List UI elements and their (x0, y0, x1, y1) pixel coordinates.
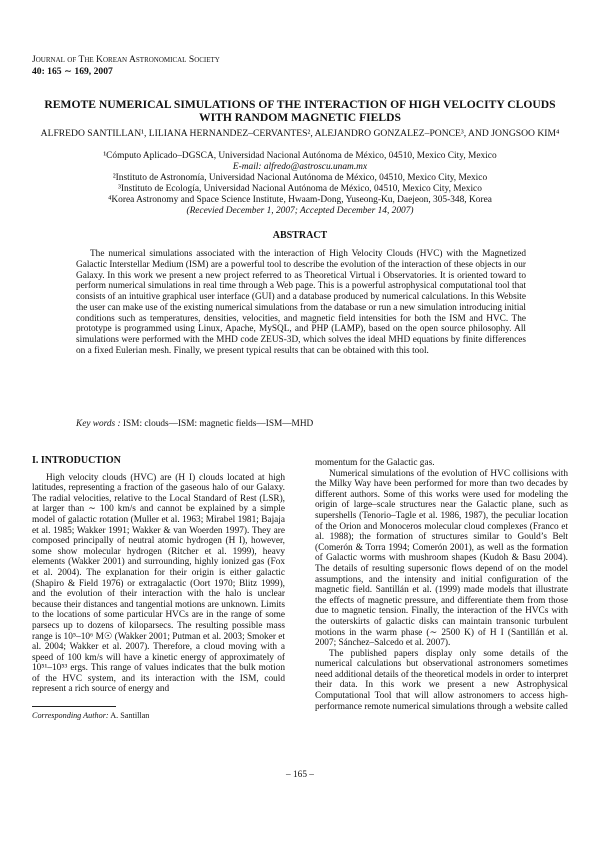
intro-paragraph-1: High velocity clouds (HVC) are (H I) clouds located at high latitudes, representing a fraction of the gaseous halo of our Galaxy. The radial velocities, relative to the Local Standard of Rest (LSR), at larger than ∼ 100 km/s and cannot be explained by a simple model of galactic rotation (Muller et al. 1963; Mirabel 1981; Bajaja et al. 1985; Wakker 1991; Wakker & van Woerden 1997). They are composed principally of neutral atomic hydrogen (H I), however, some show molecular hydrogen (Ritcher et al. 1999), heavy elements (Wakker 2001) and surrounding, highly ionized gas (Fox et al. 2004). The explanation for their origin is either galactic (Shapiro & Field 1976) or extragalactic (Oort 1970; Blitz 1999), and the evolution of their interaction with the halo is unclear because their distances and tangential motions are unknown. Limits to the locations of some particular HVCs are in the range of some parsecs up to dozens of kiloparsecs. The resulting possible mass range is 10⁵–10⁶ M☉ (Wakker 2001; Putman et al. 2003; Smoker et al. 2004; Wakker et al. 2007). Therefore, a cloud moving with a speed of 100 km/s will have a kinetic energy of approximately of 10⁵¹–10⁵³ ergs. This range of values indicates that the bulk motion of the HVC system, and its interaction with the ISM, could represent a rich source of energy and (32, 472, 285, 695)
section-heading-introduction: I. INTRODUCTION (32, 455, 121, 466)
intro-continuation: momentum for the Galactic gas. (315, 458, 435, 468)
intro-paragraph-3: The published papers display only some details of the numerical calculations but observational astronomers sometimes need additional details of the theoretical models in order to interpret their data. In this work we present a new Astrophysical Computational Tool that will allow astronomers to access high-performance remote numerical simulations through a website called (315, 648, 568, 712)
affiliations (30, 151, 570, 216)
journal-name: Journal of The Korean Astronomical Society (32, 54, 220, 65)
affiliation-2: ²Instituto de Astronomía, Universidad Nacional Autónoma de México, 04510, Mexico City, Mexico (112, 172, 488, 183)
author-list: ALFREDO SANTILLAN¹, LILIANA HERNANDEZ–CERVANTES², ALEJANDRO GONZALEZ–PONCE³, AND JONGSOO KIM⁴ (40, 128, 560, 139)
page-number: – 165 – (286, 770, 314, 780)
right-column (315, 458, 568, 712)
keywords-line (76, 419, 526, 430)
intro-paragraph-2: Numerical simulations of the evolution of HVC collisions with the Milky Way have been performed for more than two decades by different authors. Some of this works were used for modeling the origin of large–scale structures near the Galactic plane, such as supershells (Tenorio–Tagle et al. 1986, 1987), the peculiar location of the Orion and Monoceros molecular cloud complexes (Franco et al. 1988); the formation of structures similar to Gould’s Belt (Comerón & Torra 1994; Comerón 2001), as well as the formation of Galactic worms with mushroom shapes (Kudoh & Basu 2004). The details of resulting supersonic flows depend of on the model assumptions, and the intensity and initial configuration of the magnetic field. Santillán et al. (1999) made models that illustrate the effects of magnetic pressure, and differentiate them from those due to magnetic tension. Finally, the interaction of the HVCs with the outerskirts of galactic disks can maintain transonic turbulent motions in the warm phase (∼ 2500 K) of H I (Santillán et al. 2007; Sánchez–Salcedo et al. 2007). (315, 468, 568, 649)
keywords-text: ISM: clouds—ISM: magnetic fields—ISM—MHD (120, 419, 314, 429)
footnote-rule (32, 706, 116, 707)
footnote-name: A. Santillan (108, 711, 150, 720)
received-dates: (Recevied December 1, 2007; Accepted December 14, 2007) (186, 205, 414, 216)
corresponding-author-footnote (32, 711, 149, 720)
left-column (32, 456, 285, 695)
affiliation-3: ³Instituto de Ecología, Universidad Nacional Autónoma de México, 04510, Mexico City, Mexico (118, 183, 482, 194)
author-email: E-mail: alfredo@astroscu.unam.mx (232, 161, 368, 172)
keywords-label: Key words : (76, 419, 121, 429)
affiliation-4: ⁴Korea Astronomy and Space Science Institute, Hwaam-Dong, Yuseong-Ku, Daejeon, 305-348, Korea (108, 194, 492, 205)
abstract-heading: ABSTRACT (272, 230, 328, 241)
volume-line: 40: 165 ∼ 169, 2007 (32, 65, 113, 77)
abstract-text: The numerical simulations associated with the interaction of High Velocity Clouds (HVC) with the Magnetized Galactic Interstellar Medium (ISM) are a powerful tool to describe the evolution of the interaction of these objects in our Galaxy. In this work we present a new project referred to as Theoretical Virtual i Observatories. It is oriented toward to perform numerical simulations in real time through a Web page. This is a powerful astrophysical computational tool that consists of an intuitive graphical user interface (GUI) and a database produced by numerical calculations. In this Website the user can make use of the existing numerical simulations from the database or run a new simulation introducing initial conditions such as temperatures, densities, velocities, and magnetic field intensities for both the ISM and HVC. The prototype is programmed using Linux, Apache, MySQL, and PHP (LAMP), based on the open source philosophy. All simulations were performed with the MHD code ZEUS-3D, which solves the ideal MHD equations by finite differences on a fixed Eulerian mesh. Finally, we present typical results that can be obtained with this tool. (76, 249, 527, 356)
affiliation-1: ¹Cómputo Aplicado–DGSCA, Universidad Nacional Autónoma de México, 04510, Mexico City, Mexico (103, 151, 497, 161)
footnote-label: Corresponding Author: (32, 711, 109, 720)
journal-header (32, 54, 220, 77)
paper-title: REMOTE NUMERICAL SIMULATIONS OF THE INTERACTION OF HIGH VELOCITY CLOUDS WITH RANDOM MAGNETIC FIELDS (44, 98, 556, 125)
